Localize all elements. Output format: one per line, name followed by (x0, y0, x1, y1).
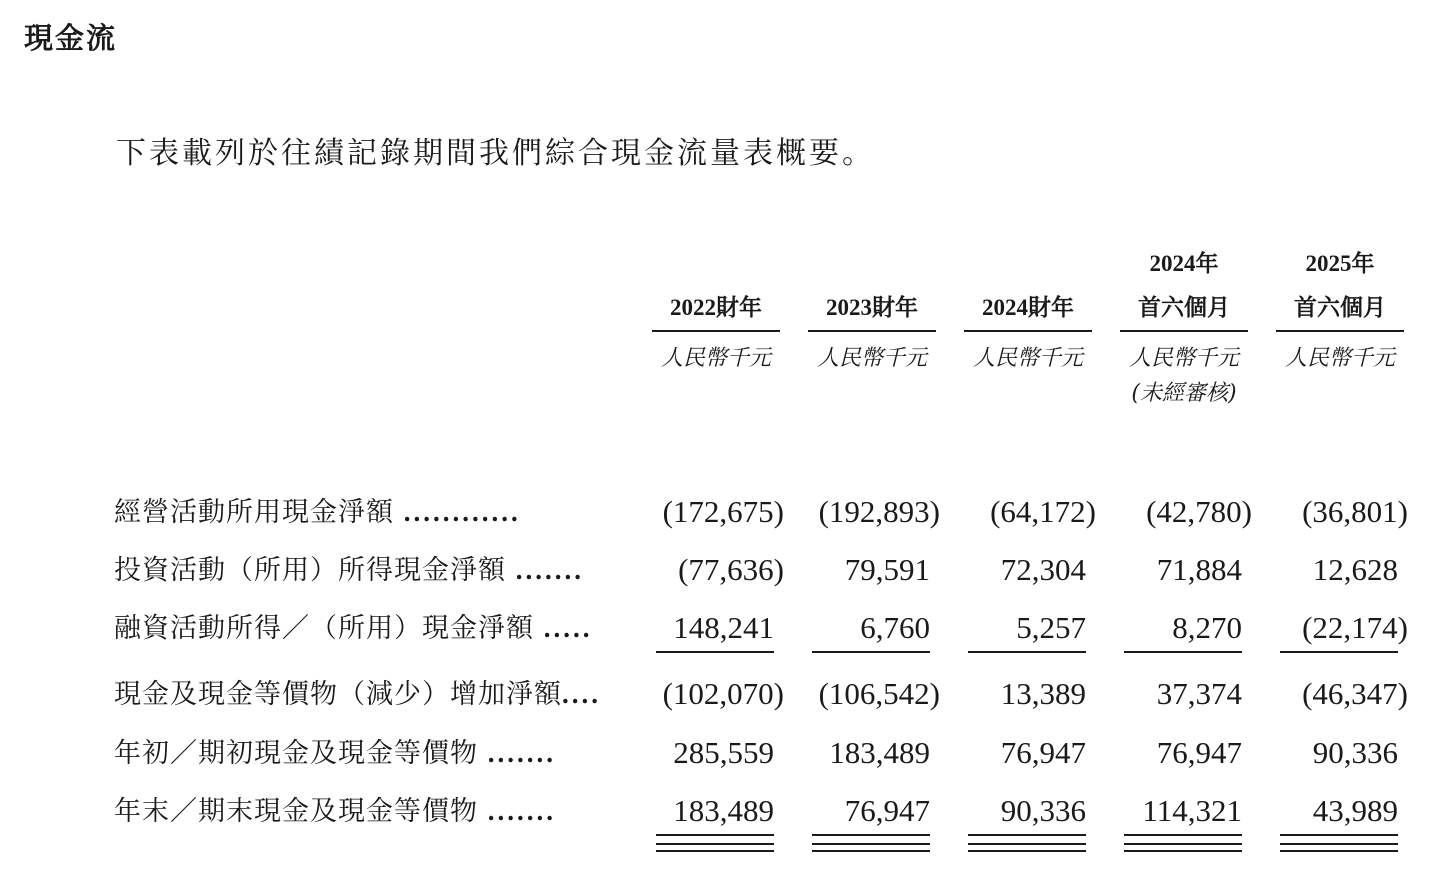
column-unit: 人民幣千元 (816, 346, 927, 371)
column-header-2024-h1 (1120, 242, 1248, 408)
column-header-line2: 2023財年 (808, 286, 936, 332)
subtotal-rule (968, 651, 1086, 653)
column-header-line1: 2024年 (1149, 251, 1219, 276)
row-label (114, 786, 614, 837)
column-unit: 人民幣千元 (1284, 346, 1395, 371)
section-heading: 現金流 (24, 21, 118, 55)
total-rule (656, 834, 774, 836)
cell-value: 285,559 (673, 735, 774, 770)
total-rule (968, 834, 1086, 836)
cell-value: 12,628 (1312, 552, 1398, 587)
table-row (0, 545, 1440, 595)
row-label-text: 年末／期末現金及現金等價物 (114, 796, 478, 827)
table-row (0, 487, 1440, 537)
subtotal-rule (656, 651, 774, 653)
row-label-text: 年初／期初現金及現金等價物 (114, 738, 478, 769)
column-unit: 人民幣千元 (1128, 346, 1239, 371)
column-header-line2: 首六個月 (1120, 286, 1248, 332)
double-underline (968, 843, 1086, 852)
column-header-line1 (808, 242, 936, 286)
double-underline (1124, 843, 1242, 852)
cell-value: 72,304 (1000, 552, 1086, 587)
subtotal-rule (812, 651, 930, 653)
column-unit: 人民幣千元 (972, 346, 1083, 371)
cell-value: 76,947 (844, 793, 930, 828)
column-header-2025-h1 (1276, 242, 1404, 380)
row-label (114, 487, 614, 538)
cell-value: (64,172) (990, 494, 1096, 529)
total-rule (812, 834, 930, 836)
column-unit: 人民幣千元 (660, 346, 771, 371)
cell-value: (42,780) (1146, 494, 1252, 529)
column-header-line1: 2025年 (1305, 251, 1375, 276)
column-header-line1 (964, 242, 1092, 286)
cell-value: (172,675) (662, 494, 784, 529)
cell-value: 5,257 (1016, 610, 1086, 645)
double-underline (1280, 843, 1398, 852)
cell-value: 90,336 (1000, 793, 1086, 828)
table-row (0, 786, 1440, 836)
double-underline (812, 843, 930, 852)
cell-value: 6,760 (860, 610, 930, 645)
cell-value: 13,389 (1000, 676, 1086, 711)
dot-leader: ....... (506, 555, 584, 585)
cell-value: 90,336 (1312, 735, 1398, 770)
total-rule (1280, 834, 1398, 836)
cell-value: 37,374 (1156, 676, 1242, 711)
column-header-2023 (808, 242, 936, 380)
row-label-text: 現金及現金等價物（減少）增加淨額 (114, 679, 562, 710)
cell-value: 43,989 (1312, 793, 1398, 828)
double-underline (656, 843, 774, 852)
cell-value: 8,270 (1172, 610, 1242, 645)
row-label-text: 融資活動所得／（所用）現金淨額 (114, 613, 534, 644)
row-label (114, 728, 614, 779)
row-label (114, 669, 614, 720)
subtotal-rule (1280, 651, 1398, 653)
cell-value: 71,884 (1156, 552, 1242, 587)
dot-leader: ....... (478, 796, 556, 826)
dot-leader: ..... (534, 613, 593, 643)
dot-leader: ....... (478, 738, 556, 768)
cell-value: 79,591 (844, 552, 930, 587)
column-note: (未經審核) (1131, 381, 1237, 406)
dot-leader: ............ (394, 497, 521, 527)
subtotal-rule (1124, 651, 1242, 653)
cell-value: 183,489 (829, 735, 930, 770)
row-label-text: 經營活動所用現金淨額 (114, 497, 394, 528)
cell-value: (77,636) (678, 552, 784, 587)
cell-value: 114,321 (1142, 793, 1242, 828)
column-header-line2: 2024財年 (964, 286, 1092, 332)
column-header-line2: 2022財年 (652, 286, 780, 332)
table-row (0, 603, 1440, 653)
table-row (0, 669, 1440, 719)
cell-value: 76,947 (1156, 735, 1242, 770)
column-header-2024 (964, 242, 1092, 380)
cell-value: (106,542) (818, 676, 940, 711)
row-label-text: 投資活動（所用）所得現金淨額 (114, 555, 506, 586)
cell-value: 148,241 (673, 610, 774, 645)
cell-value: 183,489 (673, 793, 774, 828)
cell-value: (192,893) (818, 494, 940, 529)
row-label (114, 545, 614, 596)
cell-value: 76,947 (1000, 735, 1086, 770)
cell-value: (46,347) (1302, 676, 1408, 711)
column-header-line1 (652, 242, 780, 286)
dot-leader: .... (562, 679, 601, 709)
column-header-2022 (652, 242, 780, 380)
table-row (0, 728, 1440, 778)
total-rule (1124, 834, 1242, 836)
column-header-line2: 首六個月 (1276, 286, 1404, 332)
intro-paragraph: 下表載列於往績記錄期間我們綜合現金流量表概要。 (116, 136, 875, 171)
cell-value: (36,801) (1302, 494, 1408, 529)
cell-value: (22,174) (1302, 610, 1408, 645)
cell-value: (102,070) (662, 676, 784, 711)
row-label (114, 603, 614, 654)
